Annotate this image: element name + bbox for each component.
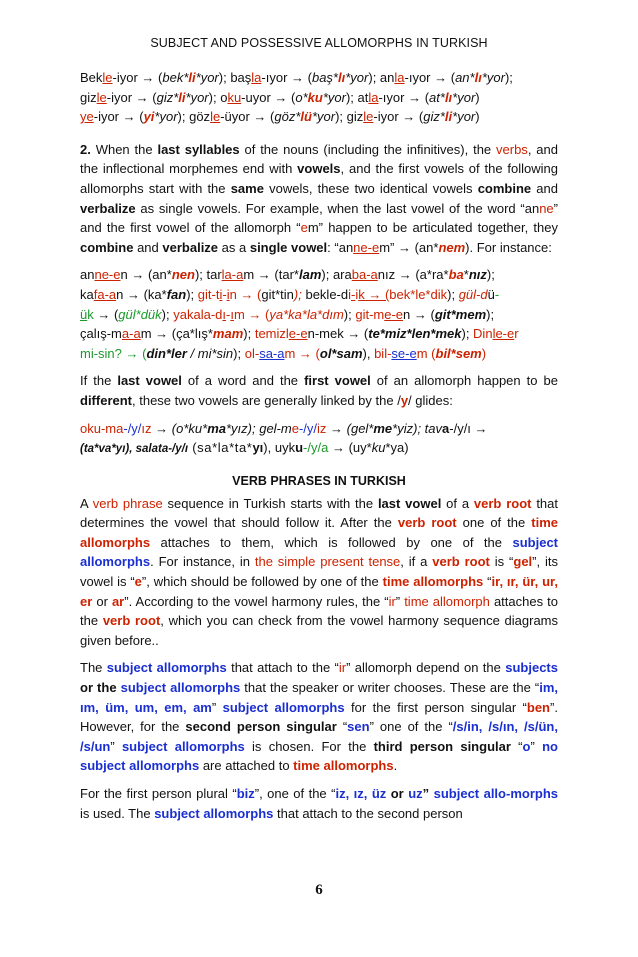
page-number: 6 [315,882,323,898]
example-line: ye-iyor → (yi*yor); gözle-üyor → (göz*lü*yor); gizle-iyor → (giz*li*yor) [80,109,480,125]
glide-rule-paragraph: If the last vowel of a word and the first vowel of an allomorph happen to be different, these two vowels are generally linked by the /y/ glides: [80,373,558,408]
example-line: anne-en → (an*nen); tarla-am → (tar*lam); araba-anız → (a*ra*ba*nız); [80,267,495,283]
vowel-combination-examples [80,265,558,363]
running-header: SUBJECT AND POSSESSIVE ALLOMORPHS IN TURKISH [150,36,488,50]
verb-phrase-paragraph: A verb phrase sequence in Turkish starts with the last vowel of a verb root that determines the vowel that should follow it. After the verb root one of the time allomorphs attaches to them, which is followed by one of the subject allomorphs. For instance, in the simple present tense, if a verb root is “gel”, its vowel is “e”, which should be followed by one of the time allomorphs “ir, ır, ür, ur, er or ar”. According to the vowel harmony rules, the “ir” time allomorph attaches to the verb root, which you can check from the vowel harmony sequence diagrams given before.. [80,495,559,648]
glide-examples [80,419,558,460]
section-heading: VERB PHRASES IN TURKISH [232,473,406,488]
verb-examples-top [80,68,558,127]
example-line: gizle-iyor → (giz*li*yor); oku-uyor → (o*ku*yor); atla-ıyor → (at*lı*yor) [80,89,480,105]
example-line: ük → (gül*dük); yakala-dı-ım → (ya*ka*la*dım); git-me-en → (git*mem); [80,306,495,322]
example-line: kafa-an → (ka*fan); git-ti-in → (git*tin); bekle-di-ik → (bek*le*dik); gül-dü- [80,286,500,302]
rule-2-paragraph: 2. When the last syllables of the nouns (including the infinitives), the verbs, and the inflectional morphemes end with vowels, and the first vowels of the following allomorphs start with the same vowels, these two identical vowels combine and verbalize as single vowels. For example, when the last vowel of the word “anne” and the first vowel of the allomorph “em” happen to be articulated together, they combine and verbalize as a single vowel: “anne-em” → (an*nem). For instance: [80,141,559,255]
subject-allomorphs-paragraph: The subject allomorphs that attach to the “ir” allomorph depend on the subjects or the subject allomorphs that the speaker or writer chooses. These are the “im, ım, üm, um, em, am” subject allomorphs for the first person singular “ben”. However, for the second person singular “sen” one of the “/s/in, /s/ın, /s/ün, /s/un” subject allomorphs is chosen. For the third person singular “o” no subject allomorphs are attached to time allomorphs. [80,660,558,774]
example-line: mi-sin? → (din*ler / mi*sin); ol-sa-am → (ol*sam), bil-se-em (bil*sem) [80,345,487,361]
example-line: (ta*va*yı), salata-/y/ı (sa*la*ta*yı), uyku-/y/a → (uy*ku*ya) [80,440,409,456]
example-line: çalış-ma-am → (ça*lış*mam); temizle-en-mek → (te*miz*len*mek); Dinle-er [80,326,519,342]
plural-paragraph: For the first person plural “biz”, one of the “iz, ız, üz or uz” subject allo-morphs is used. The subject allomorphs that attach to the second person [80,786,558,821]
example-line: oku-ma-/y/ız → (o*ku*ma*yız); gel-me-/y/iz → (gel*me*yiz); tava-/y/ı → [80,420,488,436]
page-content [80,36,558,823]
example-line: Bekle-iyor → (bek*li*yor); başla-ıyor → (baş*lı*yor); anla-ıyor → (an*lı*yor); [80,70,513,85]
